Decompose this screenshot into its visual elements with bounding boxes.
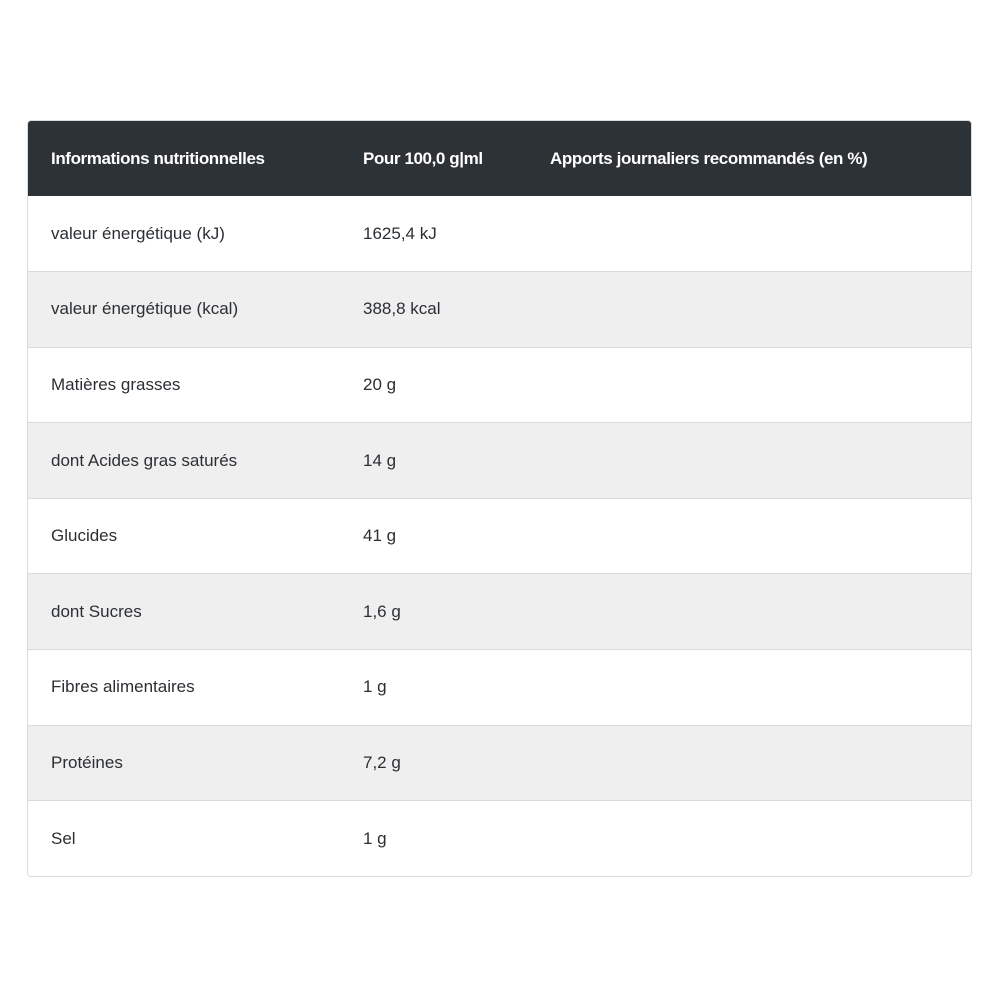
header-nutrition-info: Informations nutritionnelles — [51, 148, 265, 168]
row-label: dont Sucres — [51, 601, 142, 621]
row-label: dont Acides gras saturés — [51, 450, 238, 470]
nutrition-table-container — [27, 120, 972, 877]
row-daily — [538, 347, 971, 423]
row-label: valeur énergétique (kJ) — [51, 223, 225, 243]
table-row — [28, 272, 971, 348]
nutrition-table — [28, 121, 971, 876]
table-row — [28, 574, 971, 650]
row-value: 1,6 g — [363, 601, 401, 621]
table-body — [28, 196, 971, 876]
row-label: Protéines — [51, 752, 123, 772]
table-row — [28, 196, 971, 272]
row-value: 1 g — [363, 828, 387, 848]
row-daily — [538, 196, 971, 272]
row-daily — [538, 574, 971, 650]
row-daily — [538, 498, 971, 574]
table-header — [28, 121, 971, 196]
row-value: 388,8 kcal — [363, 299, 441, 319]
row-daily — [538, 650, 971, 726]
row-label: Fibres alimentaires — [51, 677, 195, 697]
row-label: valeur énergétique (kcal) — [51, 299, 239, 319]
header-daily-intake: Apports journaliers recommandés (en %) — [550, 148, 868, 168]
row-value: 1 g — [363, 677, 387, 697]
row-daily — [538, 725, 971, 801]
row-label: Glucides — [51, 526, 118, 546]
row-daily — [538, 423, 971, 499]
row-value: 20 g — [363, 374, 397, 394]
table-row — [28, 801, 971, 877]
table-row — [28, 423, 971, 499]
row-label: Sel — [51, 828, 76, 848]
table-row — [28, 650, 971, 726]
row-daily — [538, 272, 971, 348]
row-value: 14 g — [363, 450, 397, 470]
row-value: 41 g — [363, 526, 397, 546]
header-row — [28, 121, 971, 196]
table-row — [28, 347, 971, 423]
header-per-100g: Pour 100,0 g|ml — [363, 148, 483, 168]
table-row — [28, 498, 971, 574]
row-value: 7,2 g — [363, 752, 401, 772]
row-label: Matières grasses — [51, 374, 181, 394]
row-daily — [538, 801, 971, 877]
row-value: 1625,4 kJ — [363, 223, 437, 243]
table-row — [28, 725, 971, 801]
